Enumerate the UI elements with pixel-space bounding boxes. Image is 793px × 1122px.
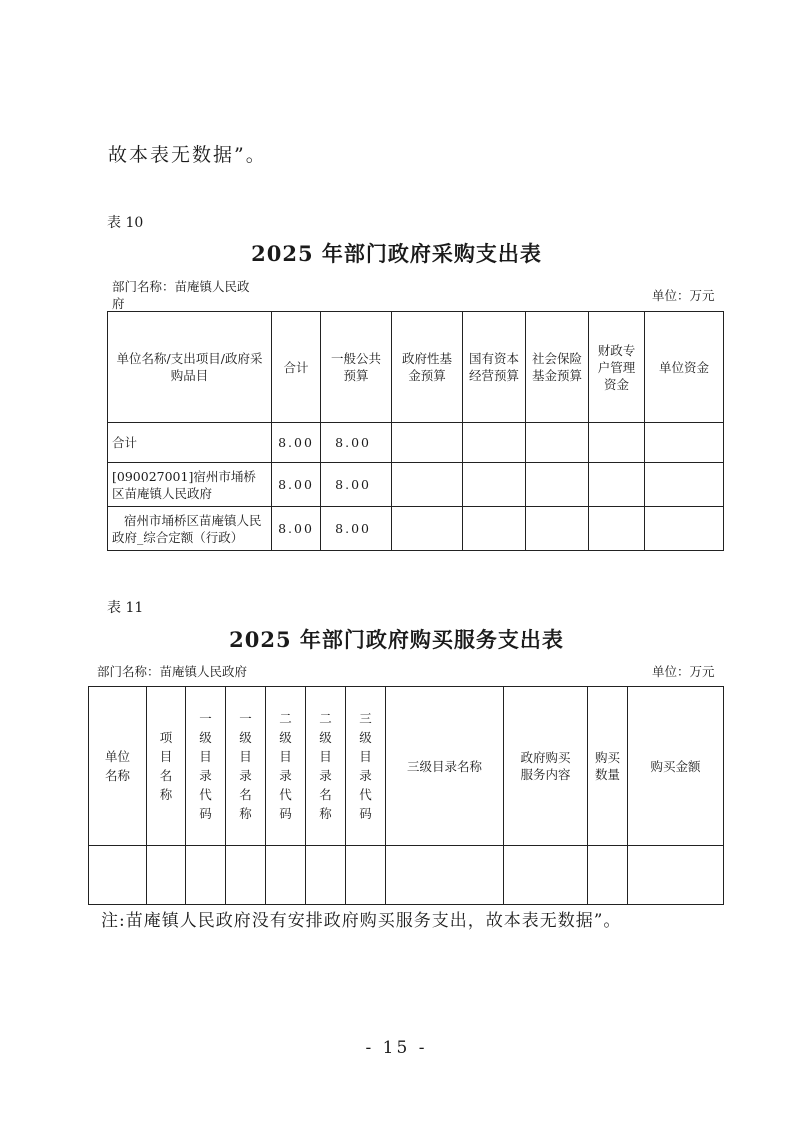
- row-general: 8.00: [321, 423, 392, 463]
- header-gov-fund-budget: 政府性基金预算: [392, 312, 463, 423]
- table10-unit: 单位：万元: [652, 288, 715, 303]
- header-unit-name: 单位名称: [89, 687, 147, 846]
- header-total: 合计: [272, 312, 321, 423]
- row-total: 8.00: [272, 463, 321, 507]
- row-total: 8.00: [272, 423, 321, 463]
- header-level1-name: 一级目录名称: [226, 687, 266, 846]
- table11-label: 表 11: [107, 600, 144, 616]
- table11-unit: 单位：万元: [652, 664, 715, 679]
- intro-text: 故本表无数据”。: [108, 144, 267, 166]
- row-name: [090027001]宿州市埇桥区苗庵镇人民政府: [108, 463, 272, 507]
- header-unit-name: 单位名称/支出项目/政府采购品目: [108, 312, 272, 423]
- row-name: 合计: [108, 423, 272, 463]
- header-general-budget: 一般公共预算: [321, 312, 392, 423]
- table11-title: 2025 年部门政府购买服务支出表: [229, 627, 564, 652]
- row-general: 8.00: [321, 507, 392, 551]
- table10-dept-line1: 部门名称：苗庵镇人民政: [112, 279, 250, 294]
- table-row: [108, 423, 724, 463]
- table11-grid: [88, 686, 724, 905]
- table10-dept-line2: 府: [112, 296, 125, 311]
- page-number: - 15 -: [365, 1038, 428, 1058]
- table10-grid: [107, 311, 724, 551]
- header-level2-code: 二级目录代码: [266, 687, 306, 846]
- table-row: [108, 507, 724, 551]
- row-total: 8.00: [272, 507, 321, 551]
- table10-header-row: [108, 312, 724, 423]
- row-general: 8.00: [321, 463, 392, 507]
- header-level3-name: 三级目录名称: [386, 687, 504, 846]
- header-purchase-amount: 购买金额: [628, 687, 724, 846]
- header-level2-name: 二级目录名称: [306, 687, 346, 846]
- table-row: [89, 846, 724, 905]
- header-level3-code: 三级目录代码: [346, 687, 386, 846]
- table10-label: 表 10: [107, 215, 144, 231]
- header-purchase-quantity: 购买数量: [588, 687, 628, 846]
- row-name: 宿州市埇桥区苗庵镇人民政府_综合定额（行政）: [108, 507, 272, 551]
- table11-note: 注:苗庵镇人民政府没有安排政府购买服务支出，故本表无数据”。: [101, 911, 622, 931]
- table11-header-row: [89, 687, 724, 846]
- table11-dept: 部门名称：苗庵镇人民政府: [97, 664, 248, 679]
- table-row: [108, 463, 724, 507]
- header-special-account-funds: 财政专户管理资金: [589, 312, 645, 423]
- table10-title: 2025 年部门政府采购支出表: [251, 241, 542, 266]
- header-service-content: 政府购买服务内容: [504, 687, 588, 846]
- header-state-capital-budget: 国有资本经营预算: [463, 312, 526, 423]
- header-unit-funds: 单位资金: [645, 312, 724, 423]
- header-level1-code: 一级目录代码: [186, 687, 226, 846]
- header-project-name: 项目名称: [147, 687, 186, 846]
- header-social-insurance-budget: 社会保险基金预算: [526, 312, 589, 423]
